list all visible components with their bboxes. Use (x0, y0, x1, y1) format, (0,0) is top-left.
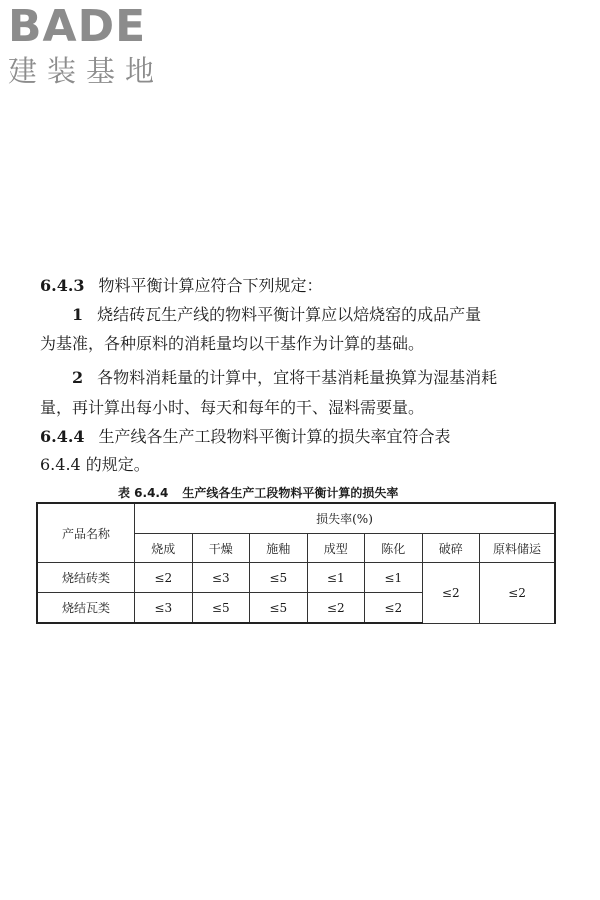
table-cell: ≤3 (192, 563, 250, 593)
table-cell: ≤5 (192, 593, 250, 623)
column-header-product: 产品名称 (37, 503, 135, 563)
clause-text: 生产线各生产工段物料平衡计算的损失率宜符合表 (98, 427, 451, 446)
table-header-row (37, 503, 555, 533)
column-header: 陈化 (365, 533, 423, 563)
column-header: 施釉 (250, 533, 308, 563)
table-row (37, 563, 555, 593)
row-label: 烧结砖类 (37, 563, 135, 593)
table-cell: ≤2 (135, 563, 193, 593)
clause-number: 6.4.3 (40, 276, 85, 295)
table-caption-number: 表 6.4.4 (118, 486, 169, 500)
column-header: 成型 (307, 533, 365, 563)
table-cell: ≤2 (307, 593, 365, 623)
clause-6-4-3 (40, 276, 323, 296)
item-2-line-1 (72, 368, 497, 388)
loss-rate-table (36, 502, 556, 624)
clause-number: 6.4.4 (40, 427, 85, 446)
column-header-loss-rate: 损失率(%) (135, 503, 556, 533)
item-text: 各物料消耗量的计算中，宜将干基消耗量换算为湿基消耗 (97, 368, 498, 387)
logo-subtitle: 建装基地 (8, 54, 165, 88)
table-cell: ≤2 (365, 593, 423, 623)
table-cell: ≤5 (250, 563, 308, 593)
clause-6-4-4-line-1 (40, 427, 451, 447)
table-cell: ≤1 (307, 563, 365, 593)
clause-text: 物料平衡计算应符合下列规定： (98, 276, 323, 295)
column-header: 原料储运 (480, 533, 556, 563)
column-header: 干燥 (192, 533, 250, 563)
table-caption (118, 484, 398, 501)
merged-cell-storage: ≤2 (480, 563, 556, 623)
row-label: 烧结瓦类 (37, 593, 135, 623)
brand-logo (8, 2, 178, 88)
table-cell: ≤3 (135, 593, 193, 623)
merged-cell-crushing: ≤2 (422, 563, 480, 623)
clause-6-4-4-line-2: 6.4.4 的规定。 (40, 455, 150, 474)
item-1-line-2: 为基准，各种原料的消耗量均以干基作为计算的基础。 (40, 334, 425, 353)
column-header: 烧成 (135, 533, 193, 563)
item-1-line-1 (72, 305, 481, 325)
table-caption-title: 生产线各生产工段物料平衡计算的损失率 (182, 486, 399, 500)
column-header: 破碎 (422, 533, 480, 563)
item-number: 1 (72, 305, 84, 324)
table-cell: ≤1 (365, 563, 423, 593)
item-text: 烧结砖瓦生产线的物料平衡计算应以焙烧窑的成品产量 (97, 305, 482, 324)
table-cell: ≤5 (250, 593, 308, 623)
logo-brand-text: BADE (8, 1, 147, 52)
item-number: 2 (72, 368, 84, 387)
item-2-line-2: 量，再计算出每小时、每天和每年的干、湿料需要量。 (40, 398, 425, 417)
